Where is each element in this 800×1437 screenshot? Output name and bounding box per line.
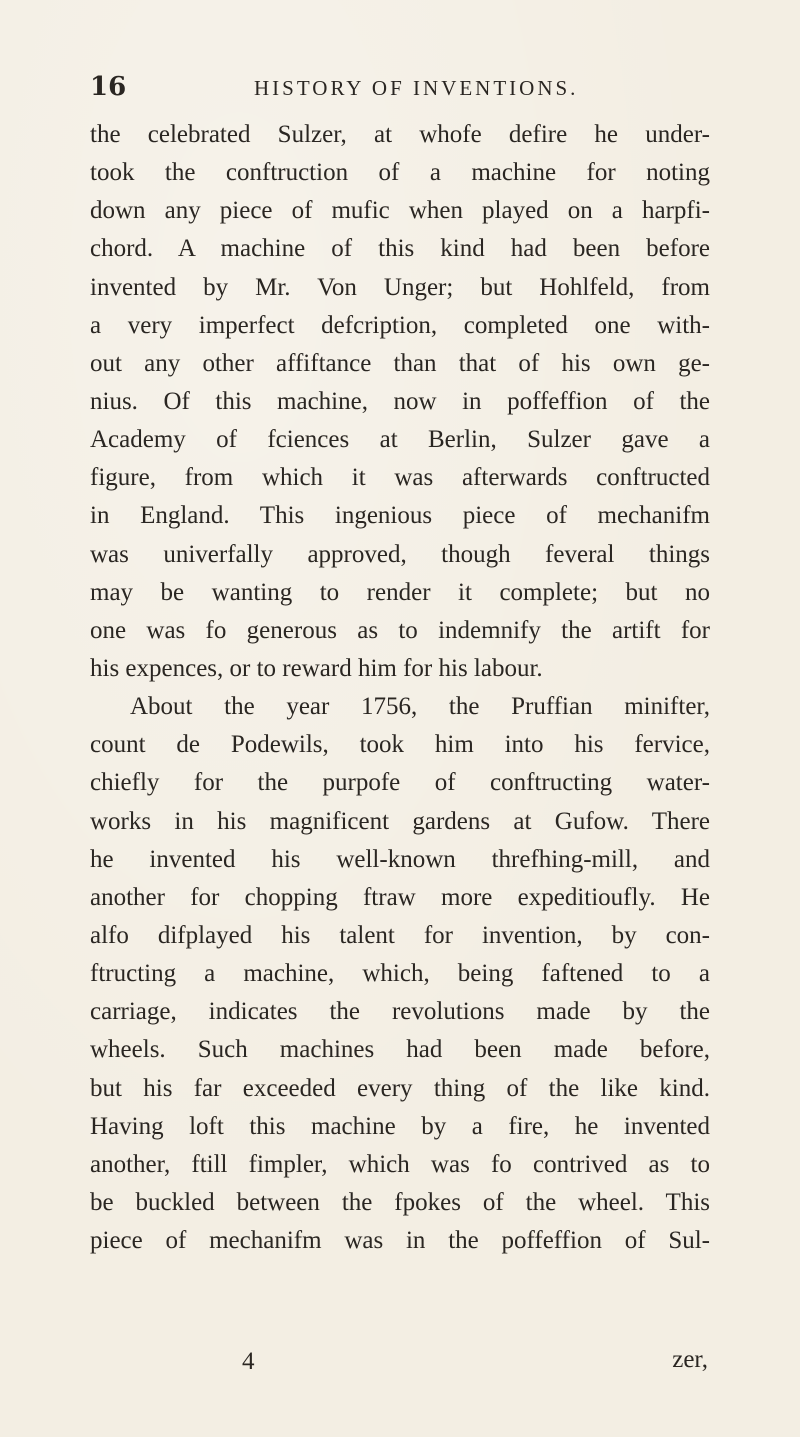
text-line: piece of mechanifm was in the poffeffion of Sul-: [90, 1227, 710, 1255]
signature-mark: 4: [242, 1348, 255, 1375]
page-header: [90, 70, 710, 106]
text-line: Having loft this machine by a fire, he invented: [90, 1112, 710, 1140]
text-line: down any piece of mufic when played on a harpfi-: [90, 197, 710, 225]
text-line: Academy of fciences at Berlin, Sulzer gave a: [90, 426, 710, 454]
text-line: wheels. Such machines had been made before,: [90, 1036, 710, 1064]
text-line: ftructing a machine, which, being faftened to a: [90, 960, 710, 988]
text-line: took the conftruction of a machine for noting: [90, 159, 710, 187]
text-line: count de Podewils, took him into his fervice,: [90, 731, 710, 759]
page-footer: [90, 1346, 710, 1386]
text-line: the celebrated Sulzer, at whofe defire he under-: [90, 121, 710, 148]
running-head: HISTORY OF INVENTIONS.: [254, 76, 579, 100]
text-line: another, ftill fimpler, which was fo contrived as to: [90, 1150, 710, 1178]
text-line: one was fo generous as to indemnify the artift for: [90, 616, 710, 644]
text-line: be buckled between the fpokes of the wheel. This: [90, 1188, 710, 1216]
text-line: another for chopping ftraw more expeditioufly. He: [90, 883, 710, 911]
catchword: zer,: [672, 1346, 708, 1373]
text-line: he invented his well-known threfhing-mill, and: [90, 845, 710, 873]
text-line: his expences, or to reward him for his labour.: [90, 654, 543, 682]
text-line: may be wanting to render it complete; but no: [90, 578, 710, 606]
text-line: figure, from which it was afterwards conftructed: [90, 464, 710, 492]
text-line: chord. A machine of this kind had been before: [90, 235, 710, 263]
text-line: alfo difplayed his talent for invention, by con-: [90, 921, 710, 949]
text-line: in England. This ingenious piece of mechanifm: [90, 502, 710, 530]
page-number: 16: [90, 72, 127, 102]
body-text: [90, 116, 710, 1260]
text-line: was univerfally approved, though feveral things: [90, 540, 710, 568]
text-line: but his far exceeded every thing of the like kind.: [90, 1074, 710, 1102]
text-line: carriage, indicates the revolutions made by the: [90, 998, 710, 1026]
text-line: a very imperfect defcription, completed one with-: [90, 311, 710, 339]
text-line: chiefly for the purpofe of conftructing water-: [90, 769, 710, 797]
text-line: About the year 1756, the Pruffian minifter,: [130, 693, 710, 721]
text-line: invented by Mr. Von Unger; but Hohlfeld, from: [90, 273, 710, 301]
text-line: works in his magnificent gardens at Gufow. There: [90, 807, 710, 835]
text-line: out any other affiftance than that of his own ge-: [90, 349, 710, 377]
text-line: nius. Of this machine, now in poffeffion of the: [90, 387, 710, 415]
